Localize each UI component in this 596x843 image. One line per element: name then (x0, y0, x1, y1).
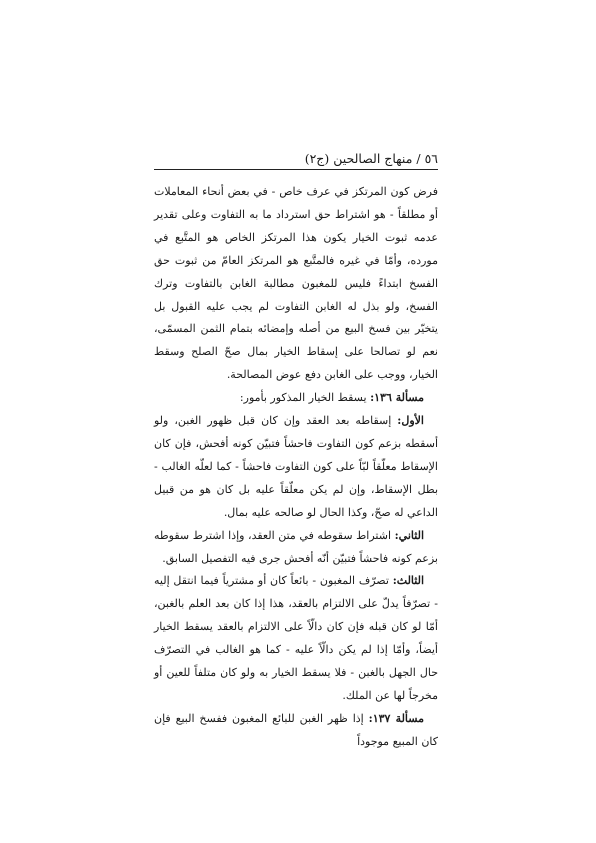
paragraph-lead: الثالث: (392, 574, 424, 588)
page-number-title: ٥٦ / منهاج الصالحين (ج٢) (304, 151, 438, 166)
paragraph-lead: الأول: (397, 414, 424, 428)
paragraph-text: إذا ظهر الغبن للبائع المغبون ففسخ البيع فإن كان المبيع موجوداً (154, 711, 438, 748)
header-divider (154, 169, 438, 170)
paragraph-continuation (154, 181, 438, 387)
page-header (154, 151, 438, 167)
paragraph-masala-137 (154, 708, 438, 754)
body-text (154, 181, 438, 754)
paragraph-masala-136 (154, 387, 438, 410)
paragraph-text: تصرّف المغبون - بائعاً كان أو مشترياً فيما انتقل إليه - تصرّفاً يدلّ على الالتزام بالعقد، هذا إذا كان بعد العلم بالغبن، أمّا لو كان قبله فإن كان دالّاً على الالتزام بالعقد يسقط الخيار أيضاً، وأمّا إذا لم يكن دالّاً عليه - كما هو الغالب في التصرّف حال الجهل بالغبن - فلا يسقط الخيار به ولو كان متلفاً للعين أو مخرجاً لها عن الملك. (154, 574, 438, 702)
paragraph-text: يسقط الخيار المذكور بأمور: (239, 391, 371, 405)
paragraph-text: إسقاطه بعد العقد وإن كان قبل ظهور الغبن، ولو أسقطه بزعم كون التفاوت فاحشاً فتبيّن كونه أفحش، فإن كان الإسقاط معلّقاً لبّاً على كون التفاوت فاحشاً - كما لعلّه الغالب - بطل الإسقاط، وإن لم يكن معلّقاً عليه بل كان هو من قبيل الداعي له صحّ، وكذا الحال لو صالحه عليه بمال. (154, 414, 438, 519)
paragraph-lead: الثاني: (394, 528, 424, 542)
paragraph-second (154, 525, 438, 571)
paragraph-first (154, 410, 438, 525)
paragraph-lead: مسألة ١٣٦: (370, 391, 424, 405)
paragraph-text: اشتراط سقوطه في متن العقد، وإذا اشترط سقوطه بزعم كونه فاحشاً فتبيّن أنّه أفحش جرى فيه التفصيل السابق. (154, 528, 438, 565)
paragraph-third (154, 570, 438, 707)
paragraph-lead: مسألة ١٣٧: (368, 711, 424, 725)
paragraph-text: فرض كون المرتكز في عرف خاص - في بعض أنحاء المعاملات أو مطلقاً - هو اشتراط حق استرداد ما به التفاوت وعلى تقدير عدمه ثبوت الخيار يكون هذا المرتكز الخاص هو المتَّبع في مورده، وأمّا في غيره فالمتَّبع هو المرتكز العامّ من ثبوت حق الفسخ ابتداءً فليس للمغبون مطالبة الغابن بالتفاوت وترك الفسخ، ولو بذل له الغابن التفاوت لم يجب عليه القبول بل يتخيّر بين فسخ البيع من أصله وإمضائه بتمام الثمن المسمّى، نعم لو تصالحا على إسقاط الخيار بمال صحّ الصلح وسقط الخيار، ووجب على الغابن دفع عوض المصالحة. (154, 185, 438, 382)
